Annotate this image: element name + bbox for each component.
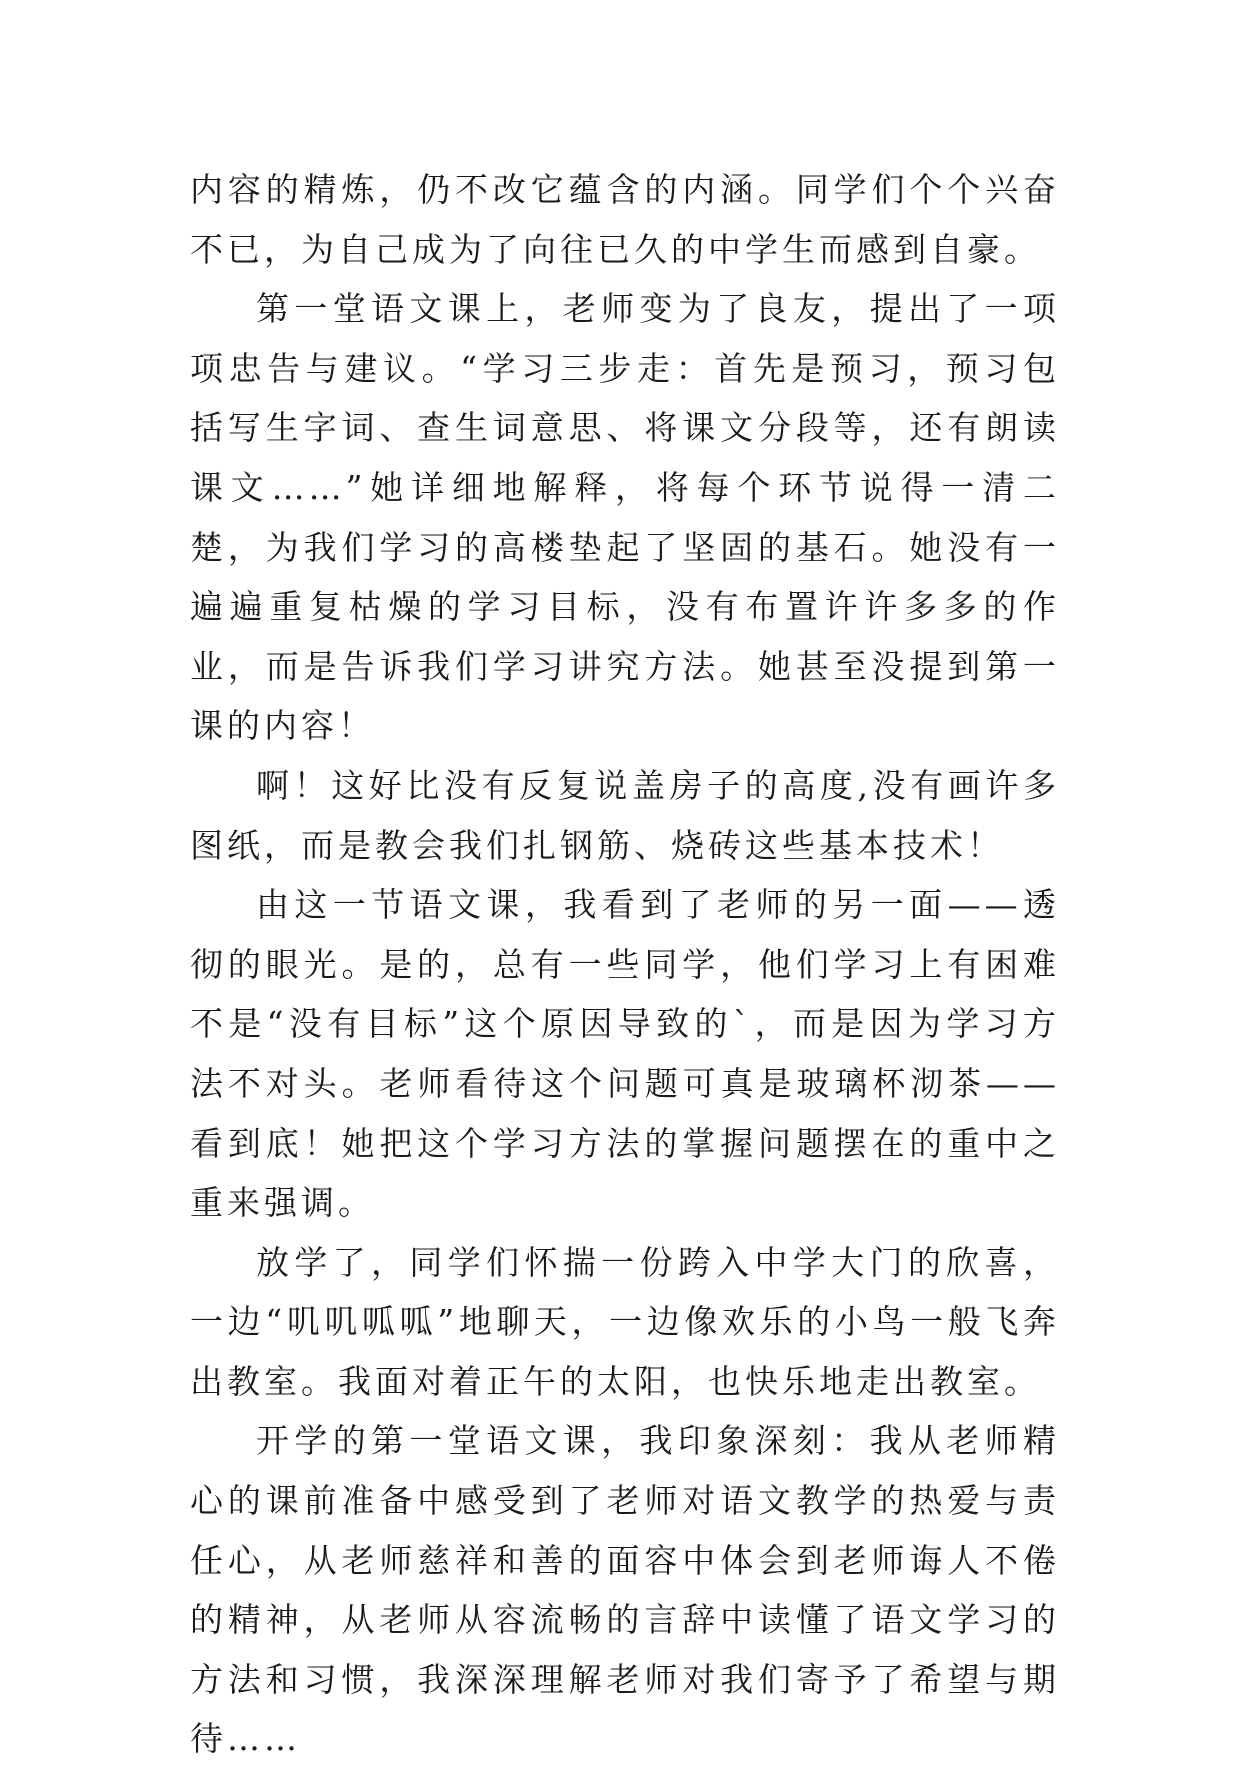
- paragraph: 由这一节语文课，我看到了老师的另一面——透彻的眼光。是的，总有一些同学，他们学习上有困难不是“没有目标”这个原因导致的`，而是因为学习方法不对头。老师看待这个问题可真是玻璃杯沏茶——看到底！她把这个学习方法的掌握问题摆在的重中之重来强调。: [190, 885, 1060, 1223]
- paragraph: 开学的第一堂语文课，我印象深刻：我从老师精心的课前准备中感受到了老师对语文教学的热爱与责任心，从老师慈祥和善的面容中体会到老师诲人不倦的精神，从老师从容流畅的言辞中读懂了语文学习的方法和习惯，我深深理解老师对我们寄予了希望与期待……: [190, 1421, 1060, 1759]
- document-body: [190, 160, 1060, 1769]
- paragraph: 第一堂语文课上，老师变为了良友，提出了一项项忠告与建议。“学习三步走：首先是预习，预习包括写生字词、查生词意思、将课文分段等，还有朗读课文……”她详细地解释，将每个环节说得一清二楚，为我们学习的高楼垫起了坚固的基石。她没有一遍遍重复枯燥的学习目标，没有布置许许多多的作业，而是告诉我们学习讲究方法。她甚至没提到第一课的内容！: [190, 289, 1060, 746]
- paragraph: 内容的精炼，仍不改它蕴含的内涵。同学们个个兴奋不已，为自己成为了向往已久的中学生而感到自豪。: [190, 170, 1060, 269]
- paragraph: 放学了，同学们怀揣一份跨入中学大门的欣喜，一边“叽叽呱呱”地聊天，一边像欢乐的小鸟一般飞奔出教室。我面对着正午的太阳，也快乐地走出教室。: [190, 1242, 1060, 1401]
- paragraph: 啊！这好比没有反复说盖房子的高度,没有画许多图纸，而是教会我们扎钢筋、烧砖这些基本技术！: [190, 765, 1060, 865]
